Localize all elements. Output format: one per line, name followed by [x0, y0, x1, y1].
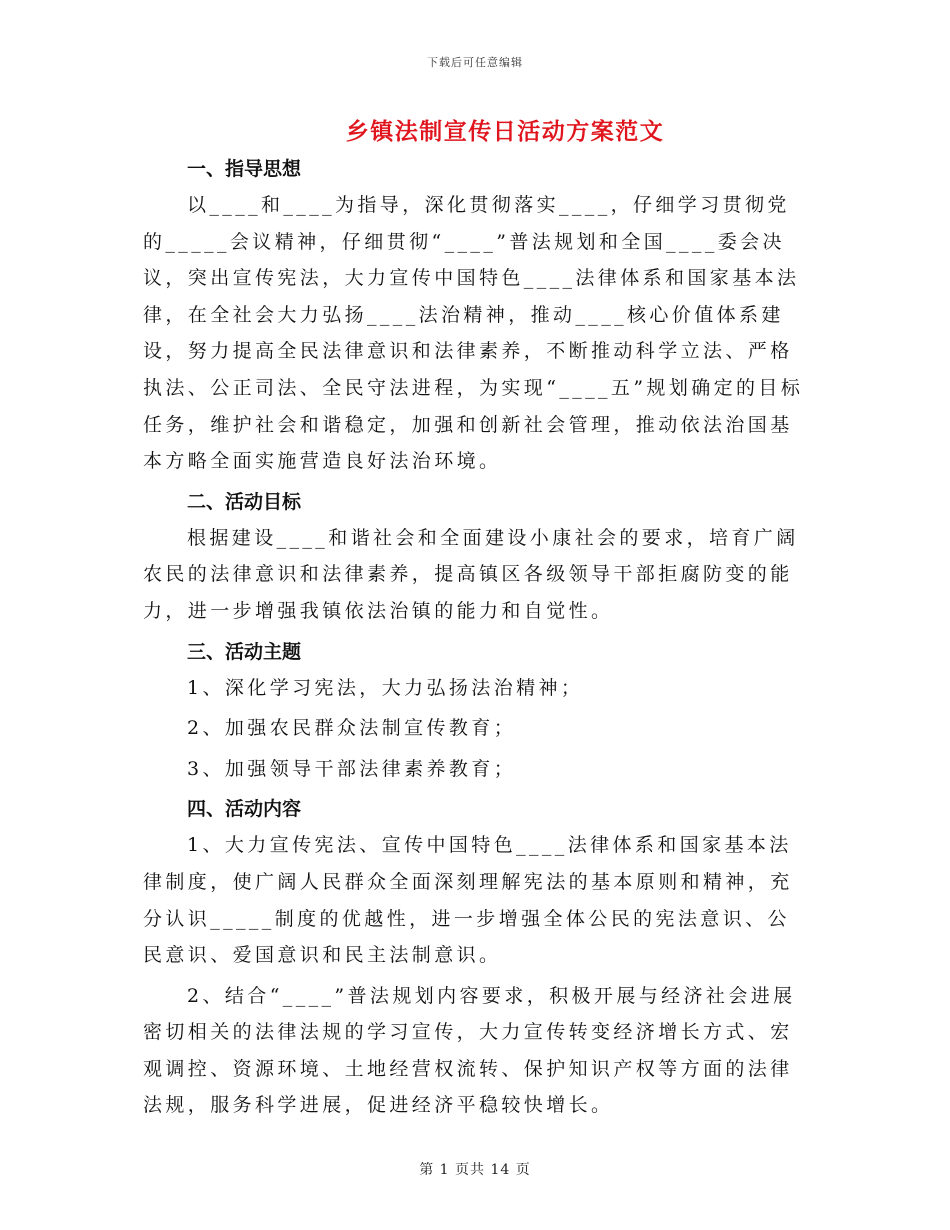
paragraph-activity-content-1: 1、大力宣传宪法、宣传中国特色____法律体系和国家基本法律制度，使广阔人民群众全面深刻理解宪法的基本原则和精神，充分认识_____制度的优越性，进一步增强全体公民的宪法意识、公民意识、爱国意识和民主法制意识。: [143, 834, 793, 967]
document-title: 乡镇法制宣传日活动方案范文: [345, 118, 665, 145]
document-body: [143, 151, 808, 1124]
theme-item: 2、加强农民群众法制宣传教育；: [187, 717, 517, 740]
section-heading-activity-content: 四、活动内容: [187, 798, 302, 821]
header-note: 下载后可任意编辑: [427, 56, 523, 69]
theme-item: 3、加强领导干部法律素养教育；: [187, 757, 517, 780]
page-number: 第 1 页共 14 页: [419, 1162, 531, 1178]
section-heading-activity-goals: 二、活动目标: [187, 490, 302, 513]
paragraph-activity-goals: 根据建设____和谐社会和全面建设小康社会的要求，培育广阔农民的法律意识和法律素养，提高镇区各级领导干部拒腐防变的能力，进一步增强我镇依法治镇的能力和自觉性。: [143, 526, 799, 622]
section-heading-activity-theme: 三、活动主题: [187, 640, 302, 663]
theme-item: 1、深化学习宪法，大力弘扬法治精神；: [187, 676, 584, 699]
paragraph-guiding-ideology: 以____和____为指导，深化贯彻落实____，仔细学习贯彻党的_____会议精神，仔细贯彻“____”普法规划和全国____委会决议，突出宣传宪法，大力宣传中国特色____法律体系和国家基本法律，在全社会大力弘扬____法治精神，推动____核心价值体系建设，努力提高全民法律意识和法律素养，不断推动科学立法、严格执法、公正司法、全民守法进程，为实现“____五”规划确定的目标任务，维护社会和谐稳定，加强和创新社会管理，推动依法治国基本方略全面实施营造良好法治环境。: [143, 194, 804, 473]
paragraph-activity-content-2: 2、结合“____”普法规划内容要求，积极开展与经济社会进展密切相关的法律法规的学习宣传，大力宣传转变经济增长方式、宏观调控、资源环境、土地经营权流转、保护知识产权等方面的法律法规，服务科学进展，促进经济平稳较快增长。: [143, 984, 796, 1117]
section-heading-guiding-ideology: 一、指导思想: [187, 158, 302, 180]
